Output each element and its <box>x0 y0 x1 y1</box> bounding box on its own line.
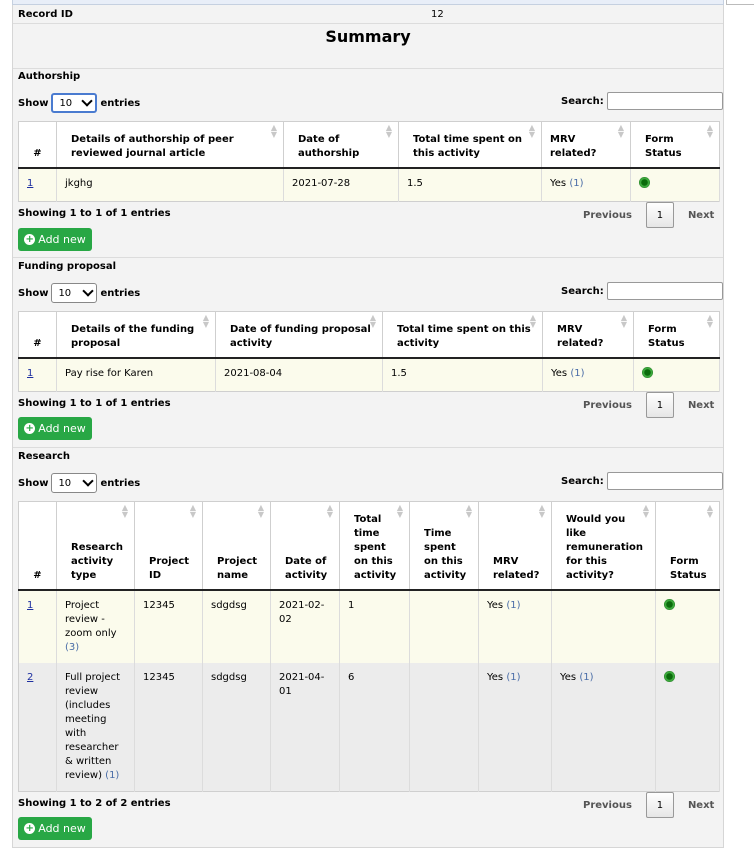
sort-icon: ▲ ▼ <box>202 313 209 329</box>
add-new-label: Add new <box>38 233 86 246</box>
column-header[interactable] <box>410 502 479 590</box>
table-cell: sdgdsg <box>203 590 271 663</box>
length-control <box>18 93 140 113</box>
table-cell <box>57 590 135 663</box>
chevron-down-icon <box>82 95 93 106</box>
table-cell <box>410 663 479 792</box>
table-cell: 12345 <box>135 590 203 663</box>
entries-label: entries <box>100 97 141 109</box>
next-button[interactable]: Next <box>687 209 715 221</box>
table-cell <box>656 663 720 792</box>
sort-icon: ▲ ▼ <box>706 313 713 329</box>
sort-icon: ▲ ▼ <box>620 313 627 329</box>
sort-icon: ▲ ▼ <box>538 503 545 519</box>
page-button[interactable]: 1 <box>646 792 674 818</box>
sort-icon: ▲ ▼ <box>617 123 624 139</box>
column-header-label: MRV related? <box>550 133 597 159</box>
column-header-label: Total time spent on this activity <box>397 323 531 349</box>
table-cell: 2021-04-01 <box>271 663 340 792</box>
sort-icon: ▲ ▼ <box>121 503 128 519</box>
page-size-value: 10 <box>58 477 72 489</box>
sort-icon: ▲ ▼ <box>189 503 196 519</box>
column-header-label: # <box>33 147 42 159</box>
divider <box>13 257 723 258</box>
column-header[interactable] <box>19 502 57 590</box>
table-row <box>19 168 720 202</box>
column-header[interactable] <box>57 312 216 358</box>
table-cell <box>543 358 634 392</box>
record-id-label: Record ID <box>18 9 73 20</box>
next-button[interactable]: Next <box>687 799 715 811</box>
divider <box>13 23 723 24</box>
section-title-funding-proposal: Funding proposal <box>18 261 117 272</box>
column-header[interactable] <box>271 502 340 590</box>
activity-type: Full project review (includes meeting with researcher & written review) <box>65 671 120 781</box>
table-cell <box>634 358 720 392</box>
search-label: Search: <box>561 475 604 487</box>
search-control <box>561 472 723 490</box>
table-cell <box>479 590 552 663</box>
activity-type: Project review - zoom only <box>65 599 117 639</box>
column-header[interactable] <box>340 502 410 590</box>
authorship-table <box>18 121 720 202</box>
add-new-button[interactable] <box>18 417 92 440</box>
pagination <box>583 202 714 228</box>
column-header[interactable] <box>543 312 634 358</box>
right-panel-fragment <box>726 0 754 5</box>
add-new-label: Add new <box>38 822 86 835</box>
table-cell: 2021-02-02 <box>271 590 340 663</box>
add-new-button[interactable] <box>18 228 92 251</box>
page-title: Summary <box>325 27 411 46</box>
mrv-value: Yes <box>487 599 504 611</box>
table-cell: sdgdsg <box>203 663 271 792</box>
table-cell: 6 <box>340 663 410 792</box>
column-header-label: Form Status <box>645 133 682 159</box>
column-header[interactable] <box>57 502 135 590</box>
add-new-button[interactable] <box>18 817 92 840</box>
sort-icon: ▲ ▼ <box>465 503 472 519</box>
column-header[interactable] <box>284 122 399 168</box>
length-control <box>18 473 140 493</box>
column-header-label: MRV related? <box>557 323 604 349</box>
sort-icon: ▲ ▼ <box>529 313 536 329</box>
column-header-label: Details of the funding proposal <box>71 323 195 349</box>
activity-type-count: (1) <box>105 769 120 781</box>
mrv-value: Yes <box>550 177 567 189</box>
plus-circle-icon: + <box>25 823 34 834</box>
search-input[interactable] <box>607 92 723 110</box>
table-cell <box>656 590 720 663</box>
record-link[interactable]: 1 <box>27 177 34 189</box>
status-complete-icon[interactable] <box>642 367 653 378</box>
search-control <box>561 282 723 300</box>
sort-icon: ▲ ▼ <box>385 123 392 139</box>
page-size-select[interactable] <box>51 283 97 303</box>
record-link[interactable]: 1 <box>27 367 34 379</box>
record-link[interactable]: 2 <box>27 671 34 683</box>
table-row <box>19 358 720 392</box>
sort-icon: ▲ ▼ <box>270 123 277 139</box>
column-header-label: Date of authorship <box>298 133 360 159</box>
record-link[interactable]: 1 <box>27 599 34 611</box>
table-cell: 2021-07-28 <box>284 168 399 202</box>
column-header-label: Total time spent on this activity <box>413 133 522 159</box>
table-info: Showing 1 to 1 of 1 entries <box>18 398 171 409</box>
page-button[interactable]: 1 <box>646 202 674 228</box>
table-cell: 1.5 <box>383 358 543 392</box>
column-header-label: MRV related? <box>493 555 540 581</box>
column-header[interactable] <box>634 312 720 358</box>
divider <box>13 68 723 69</box>
column-header-label: Project name <box>217 555 258 581</box>
sort-icon: ▲ ▼ <box>257 503 264 519</box>
pagination <box>583 792 714 818</box>
show-label: Show <box>18 287 49 299</box>
remuneration-value: Yes <box>560 671 577 683</box>
column-header[interactable] <box>383 312 543 358</box>
column-header[interactable] <box>216 312 383 358</box>
sort-icon: ▲ ▼ <box>642 503 649 519</box>
search-label: Search: <box>561 285 604 297</box>
table-cell: 1.5 <box>399 168 542 202</box>
column-header-label: Would you like remuneration for this activity? <box>566 513 644 581</box>
mrv-count: (1) <box>506 671 521 683</box>
column-header[interactable] <box>656 502 720 590</box>
research-table <box>18 501 720 792</box>
column-header-label: # <box>33 569 42 581</box>
search-input[interactable] <box>607 282 723 300</box>
column-header[interactable] <box>552 502 656 590</box>
section-title-research: Research <box>18 451 70 462</box>
sort-icon: ▲ ▼ <box>396 503 403 519</box>
column-header-label: Details of authorship of peer reviewed journal article <box>71 133 234 159</box>
table-cell <box>542 168 631 202</box>
table-info: Showing 1 to 1 of 1 entries <box>18 208 171 219</box>
page-size-select[interactable] <box>51 473 97 493</box>
table-info: Showing 1 to 2 of 2 entries <box>18 798 171 809</box>
chevron-down-icon <box>83 475 94 486</box>
mrv-value: Yes <box>487 671 504 683</box>
entries-label: entries <box>100 477 141 489</box>
sort-icon: ▲ ▼ <box>326 503 333 519</box>
search-control <box>561 92 723 110</box>
column-header-label: Form Status <box>648 323 685 349</box>
mrv-count: (1) <box>569 177 584 189</box>
column-header[interactable] <box>542 122 631 168</box>
previous-button[interactable]: Previous <box>583 399 632 411</box>
add-new-label: Add new <box>38 422 86 435</box>
column-header[interactable] <box>57 122 284 168</box>
column-header-label: Project ID <box>149 555 190 581</box>
entries-label: entries <box>100 287 141 299</box>
mrv-count: (1) <box>570 367 585 379</box>
chevron-down-icon <box>83 285 94 296</box>
search-input[interactable] <box>607 472 723 490</box>
plus-circle-icon: + <box>25 423 34 434</box>
table-row <box>19 663 720 792</box>
page-size-select[interactable] <box>51 93 97 113</box>
pagination <box>583 392 714 418</box>
column-header-label: Total time spent on this activity <box>354 513 397 581</box>
column-header[interactable] <box>19 122 57 168</box>
table-cell: 1 <box>340 590 410 663</box>
column-header-label: Form Status <box>670 555 707 581</box>
next-button[interactable]: Next <box>687 399 715 411</box>
funding-proposal-table <box>18 311 720 392</box>
sort-icon: ▲ ▼ <box>706 123 713 139</box>
page-size-value: 10 <box>58 287 72 299</box>
table-cell: 12345 <box>135 663 203 792</box>
activity-type-count: (3) <box>65 641 80 653</box>
show-label: Show <box>18 477 49 489</box>
previous-button[interactable]: Previous <box>583 799 632 811</box>
column-header-label: Date of funding proposal activity <box>230 323 371 349</box>
mrv-value: Yes <box>551 367 568 379</box>
page-size-value: 10 <box>59 97 73 109</box>
sort-icon: ▲ ▼ <box>528 123 535 139</box>
column-header[interactable] <box>399 122 542 168</box>
table-cell: jkghg <box>57 168 284 202</box>
sort-icon: ▲ ▼ <box>369 313 376 329</box>
table-cell <box>552 663 656 792</box>
section-title-authorship: Authorship <box>18 71 81 82</box>
mrv-count: (1) <box>506 599 521 611</box>
table-cell <box>57 663 135 792</box>
page-button[interactable]: 1 <box>646 392 674 418</box>
remuneration-count: (1) <box>579 671 594 683</box>
column-header[interactable] <box>631 122 720 168</box>
table-row <box>19 590 720 663</box>
table-cell: 2021-08-04 <box>216 358 383 392</box>
divider <box>13 447 723 448</box>
column-header[interactable] <box>135 502 203 590</box>
summary-panel <box>12 5 724 848</box>
column-header[interactable] <box>479 502 552 590</box>
previous-button[interactable]: Previous <box>583 209 632 221</box>
status-complete-icon[interactable] <box>664 599 675 610</box>
status-complete-icon[interactable] <box>639 177 650 188</box>
table-cell <box>479 663 552 792</box>
sort-icon: ▲ ▼ <box>706 503 713 519</box>
plus-circle-icon: + <box>25 234 34 245</box>
column-header-label: Research activity type <box>71 541 123 581</box>
column-header-label: # <box>33 337 42 349</box>
table-cell: Pay rise for Karen <box>57 358 216 392</box>
length-control <box>18 283 140 303</box>
status-complete-icon[interactable] <box>664 671 675 682</box>
show-label: Show <box>18 97 49 109</box>
search-label: Search: <box>561 95 604 107</box>
column-header-label: Date of activity <box>285 555 328 581</box>
column-header[interactable] <box>203 502 271 590</box>
column-header[interactable] <box>19 312 57 358</box>
table-cell <box>552 590 656 663</box>
record-id-value: 12 <box>431 9 444 20</box>
table-cell <box>631 168 720 202</box>
column-header-label: Time spent on this activity <box>424 527 467 581</box>
table-cell <box>410 590 479 663</box>
